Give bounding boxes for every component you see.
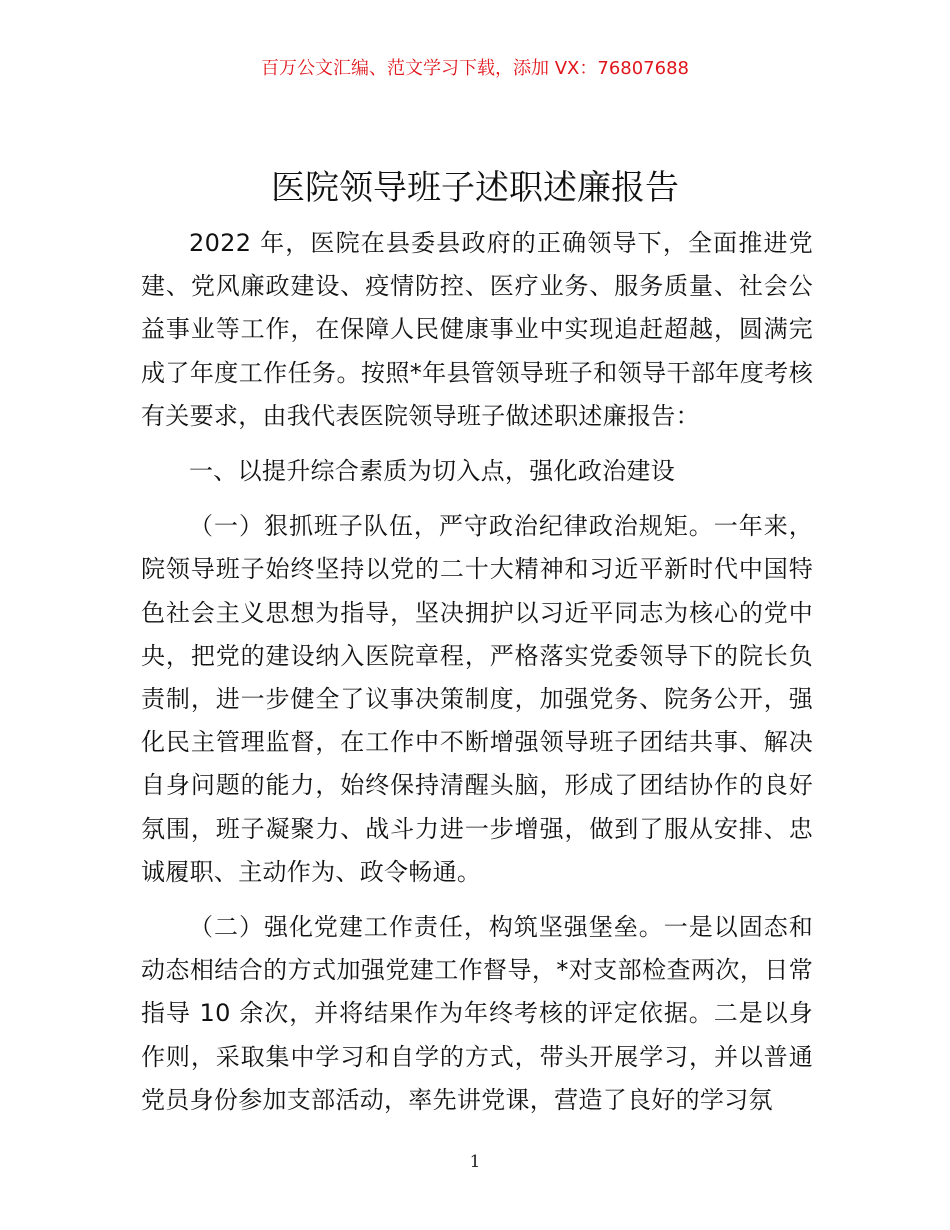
document-title: 医院领导班子述职述廉报告 <box>271 168 679 208</box>
watermark-banner: 百万公文汇编、范文学习下载，添加 VX：76807688 <box>261 58 689 79</box>
document-body <box>141 222 813 1122</box>
subsection-paragraph-2: （二）强化党建工作责任，构筑坚强堡垒。一是以固态和动态相结合的方式加强党建工作督导，*对支部检查两次，日常指导 10 余次，并将结果作为年终考核的评定依据。二是以身作则，采取集中学习和自学的方式，带头开展学习，并以普通党员身份参加支部活动，率先讲党课，营造了良好的学习氛 <box>141 913 813 1114</box>
subsection-paragraph-1: （一）狠抓班子队伍，严守政治纪律政治规矩。一年来，院领导班子始终坚持以党的二十大精神和习近平新时代中国特色社会主义思想为指导，坚决拥护以习近平同志为核心的党中央，把党的建设纳入医院章程，严格落实党委领导下的院长负责制，进一步健全了议事决策制度，加强党务、院务公开，强化民主管理监督，在工作中不断增强领导班子团结共事、解决自身问题的能力，始终保持清醒头脑，形成了团结协作的良好氛围，班子凝聚力、战斗力进一步增强，做到了服从安排、忠诚履职、主动作为、政令畅通。 <box>141 512 813 886</box>
section-heading-1: 一、以提升综合素质为切入点，强化政治建设 <box>189 457 675 486</box>
page-number: 1 <box>469 1152 481 1172</box>
intro-paragraph: 2022 年，医院在县委县政府的正确领导下，全面推进党建、党风廉政建设、疫情防控、医疗业务、服务质量、社会公益事业等工作，在保障人民健康事业中实现追赶超越，圆满完成了年度工作任务。按照*年县管领导班子和领导干部年度考核有关要求，由我代表医院领导班子做述职述廉报告： <box>141 229 813 430</box>
